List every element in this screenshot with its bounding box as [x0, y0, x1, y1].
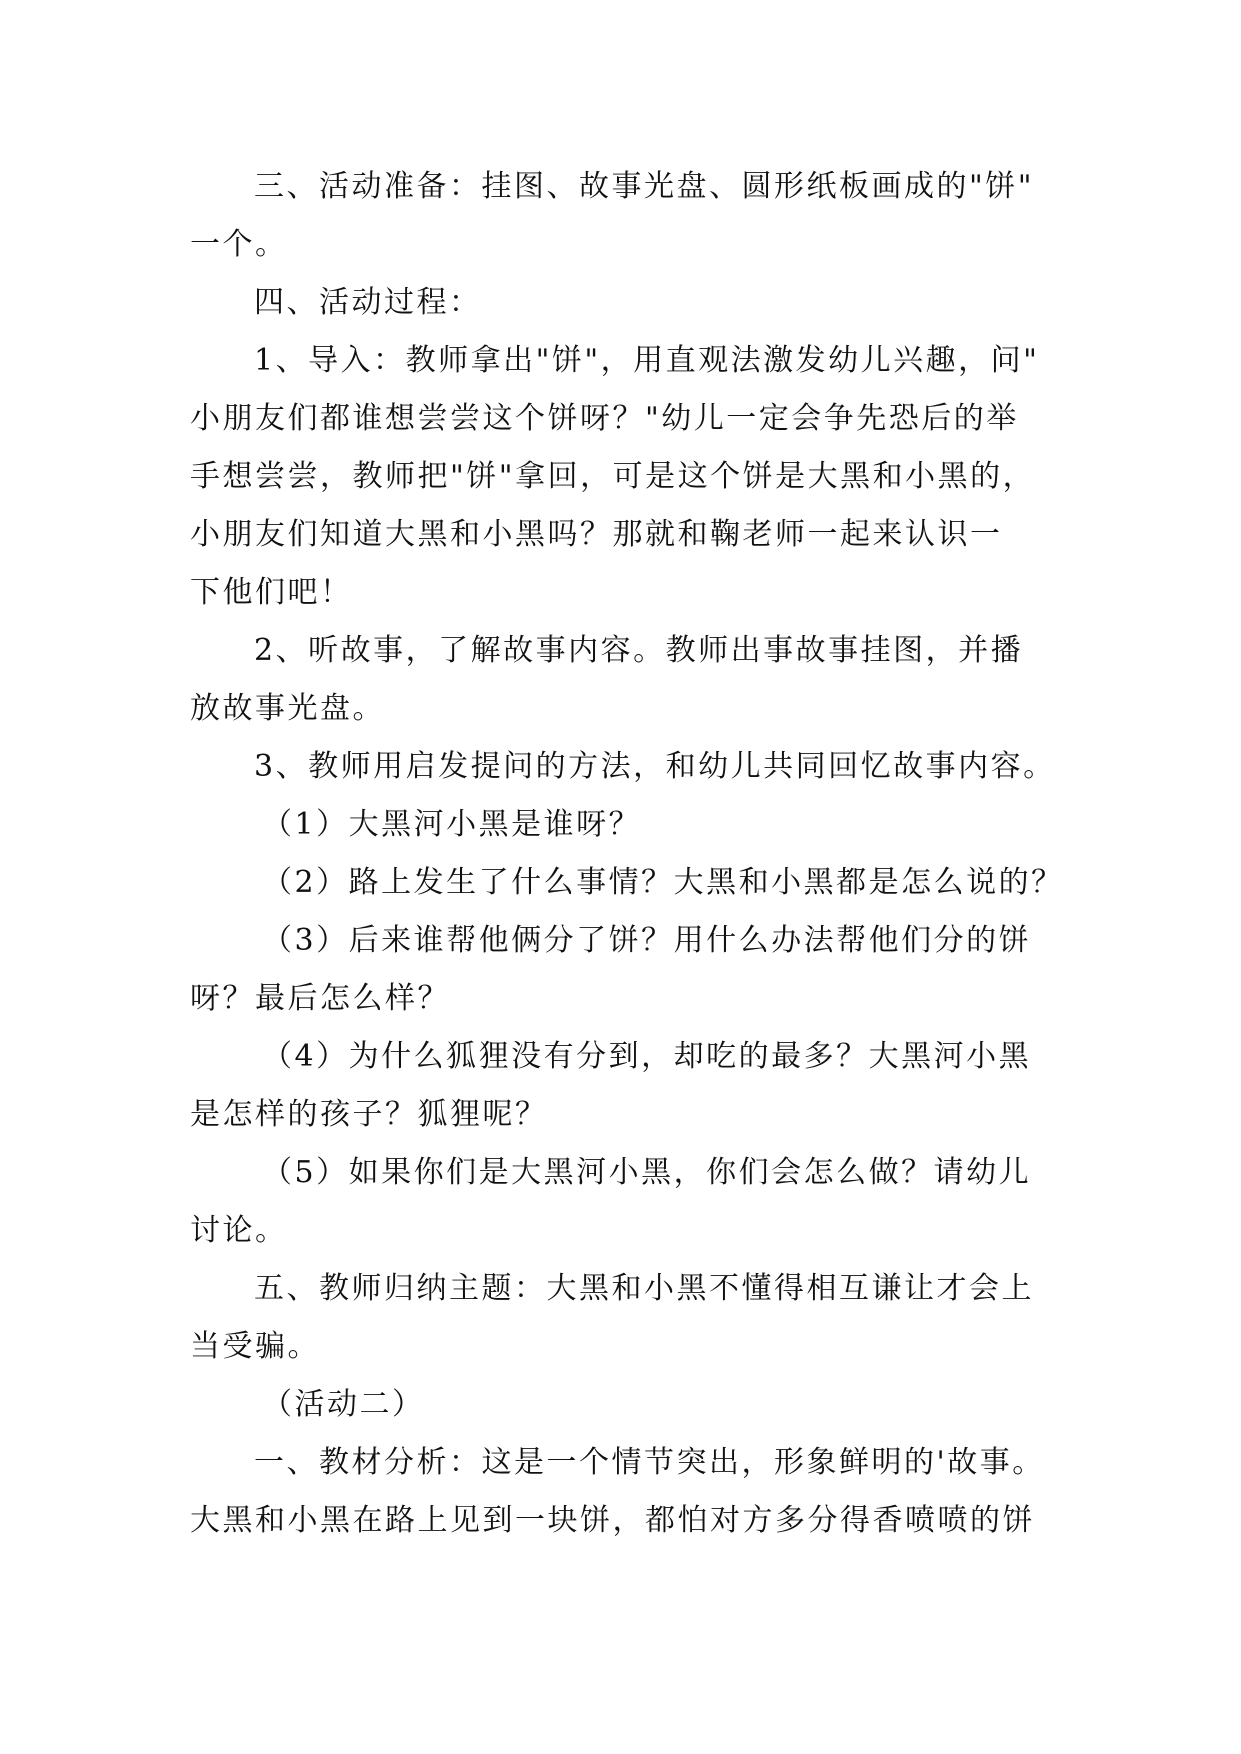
text-line: 是怎样的孩子？狐狸呢？: [190, 1097, 548, 1132]
text-line: 五、教师归纳主题：大黑和小黑不懂得相互谦让才会上: [254, 1271, 1034, 1306]
text-line: 一、教材分析：这是一个情节突出，形象鲜明的'故事。: [254, 1445, 1045, 1480]
text-line: 大黑和小黑在路上见到一块饼，都怕对方多分得香喷喷的饼: [190, 1503, 1035, 1538]
text-line: 小朋友们知道大黑和小黑吗？那就和鞠老师一起来认识一: [190, 517, 1003, 552]
text-line: 1、导入：教师拿出"饼"，用直观法激发幼儿兴趣，问": [254, 343, 1040, 378]
text-line: 当受骗。: [190, 1329, 320, 1364]
text-line: （4）为什么狐狸没有分到，却吃的最多？大黑河小黑: [262, 1039, 1032, 1074]
text-line: 呀？最后怎么样？: [190, 981, 450, 1016]
document-body: [190, 158, 1064, 1550]
text-line: 下他们吧！: [190, 575, 353, 610]
text-line: 四、活动过程：: [254, 285, 482, 320]
text-line: 3、教师用启发提问的方法，和幼儿共同回忆故事内容。: [254, 749, 1056, 784]
text-line: （5）如果你们是大黑河小黑，你们会怎么做？请幼儿: [262, 1155, 1032, 1190]
text-line: 2、听故事，了解故事内容。教师出事故事挂图，并播: [254, 633, 1024, 668]
text-line: （2）路上发生了什么事情？大黑和小黑都是怎么说的？: [262, 865, 1064, 900]
text-line: 一个。: [190, 227, 288, 262]
text-line: 讨论。: [190, 1213, 288, 1248]
text-line: 手想尝尝，教师把"饼"拿回，可是这个饼是大黑和小黑的，: [190, 459, 1036, 494]
text-line: 三、活动准备：挂图、故事光盘、圆形纸板画成的"饼": [254, 169, 1035, 204]
text-line: （3）后来谁帮他俩分了饼？用什么办法帮他们分的饼: [262, 923, 1032, 958]
text-line: 小朋友们都谁想尝尝这个饼呀？"幼儿一定会争先恐后的举: [190, 401, 1019, 436]
text-line: （活动二）: [262, 1387, 425, 1422]
text-line: 放故事光盘。: [190, 691, 385, 726]
text-line: （1）大黑河小黑是谁呀？: [262, 807, 642, 842]
